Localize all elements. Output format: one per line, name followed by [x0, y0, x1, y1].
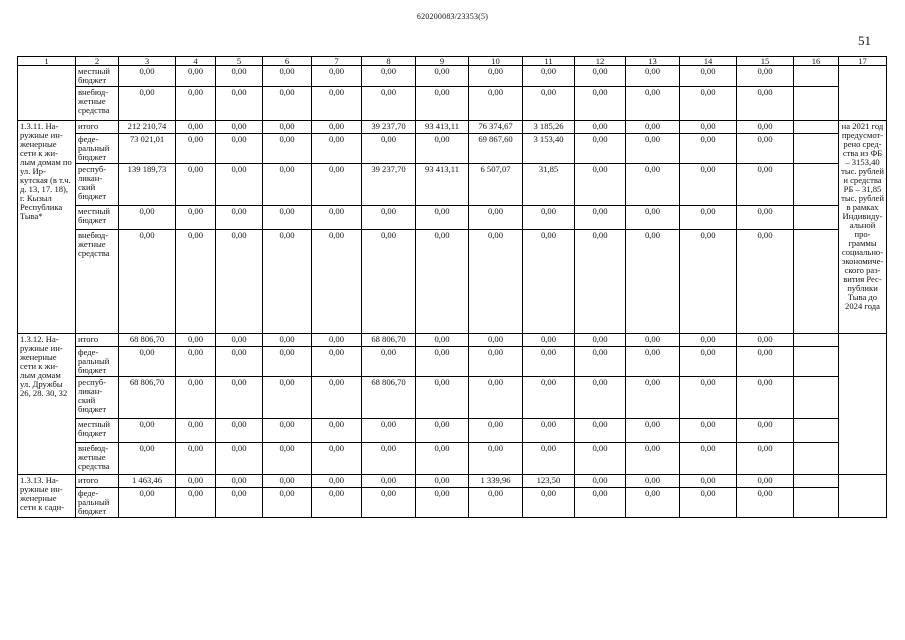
- value-cell: 0,00: [680, 488, 737, 518]
- value-cell: 0,00: [737, 377, 794, 419]
- value-cell: 0,00: [216, 134, 263, 164]
- page-number: 51: [858, 33, 871, 48]
- value-cell: 0,00: [626, 419, 680, 443]
- value-cell: 31,85: [523, 164, 575, 206]
- value-cell: 0,00: [523, 419, 575, 443]
- value-cell: 0,00: [575, 121, 626, 134]
- column-number: 17: [839, 57, 887, 66]
- value-cell: 0,00: [523, 443, 575, 475]
- value-cell: 0,00: [737, 164, 794, 206]
- empty-cell-16: [794, 475, 839, 488]
- value-cell: 0,00: [362, 66, 416, 87]
- value-cell: 0,00: [626, 87, 680, 121]
- column-number: 8: [362, 57, 416, 66]
- note-cell: [839, 66, 887, 121]
- value-cell: 0,00: [680, 87, 737, 121]
- note-cell: [839, 475, 887, 518]
- value-cell: 0,00: [680, 347, 737, 377]
- value-cell: 123,50: [523, 475, 575, 488]
- value-cell: 0,00: [737, 475, 794, 488]
- value-cell: 0,00: [362, 206, 416, 230]
- column-number: 10: [469, 57, 523, 66]
- value-cell: 68 806,70: [362, 377, 416, 419]
- value-cell: 0,00: [737, 66, 794, 87]
- value-cell: 0,00: [680, 164, 737, 206]
- value-cell: 0,00: [263, 488, 312, 518]
- value-cell: 0,00: [312, 334, 362, 347]
- value-cell: 0,00: [737, 206, 794, 230]
- value-cell: 0,00: [737, 488, 794, 518]
- value-cell: 0,00: [737, 87, 794, 121]
- empty-cell-16: [794, 134, 839, 164]
- column-number: 11: [523, 57, 575, 66]
- value-cell: 0,00: [176, 230, 216, 334]
- object-name-cell: 1.3.11. На-ружные ин-женерные сети к жи-лым домам по ул. Ир-кутская (в т.ч. д. 13, 17. 18), г. Кызыл Республика Тыва*: [18, 121, 76, 334]
- value-cell: 0,00: [263, 87, 312, 121]
- table-row: [18, 347, 887, 377]
- value-cell: 0,00: [626, 121, 680, 134]
- value-cell: 0,00: [362, 488, 416, 518]
- value-cell: 0,00: [626, 230, 680, 334]
- value-cell: 0,00: [263, 347, 312, 377]
- value-cell: 0,00: [216, 164, 263, 206]
- value-cell: 0,00: [416, 488, 469, 518]
- value-cell: 0,00: [263, 121, 312, 134]
- note-cell: на 2021 год предусмот-рено сред-ства из ФБ – 3153,40 тыс. рублей и средства РБ – 31,85 тыс. рублей в рамках Индивиду-альной про-граммы социально-экономиче-ского раз-вития Рес-публики Тыва до 2024 года: [839, 121, 887, 334]
- value-cell: 0,00: [575, 334, 626, 347]
- value-cell: 0,00: [263, 134, 312, 164]
- value-cell: 0,00: [176, 164, 216, 206]
- value-cell: 0,00: [680, 334, 737, 347]
- column-number: 3: [119, 57, 176, 66]
- funding-source-cell: местный бюджет: [76, 66, 119, 87]
- value-cell: 0,00: [575, 206, 626, 230]
- value-cell: 0,00: [312, 475, 362, 488]
- value-cell: 0,00: [626, 488, 680, 518]
- document-id: 620200083/23353(5): [416, 12, 489, 21]
- empty-cell-16: [794, 164, 839, 206]
- empty-cell-16: [794, 443, 839, 475]
- value-cell: 0,00: [680, 66, 737, 87]
- table-row: [18, 230, 887, 334]
- value-cell: 69 867,60: [469, 134, 523, 164]
- value-cell: 0,00: [362, 419, 416, 443]
- value-cell: 0,00: [263, 66, 312, 87]
- value-cell: 0,00: [362, 475, 416, 488]
- funding-source-cell: местный бюджет: [76, 419, 119, 443]
- value-cell: 0,00: [680, 121, 737, 134]
- value-cell: 0,00: [575, 347, 626, 377]
- value-cell: 0,00: [626, 134, 680, 164]
- value-cell: 0,00: [523, 230, 575, 334]
- value-cell: 0,00: [119, 230, 176, 334]
- funding-source-cell: феде-ральный бюджет: [76, 488, 119, 518]
- value-cell: 0,00: [416, 334, 469, 347]
- empty-cell-16: [794, 488, 839, 518]
- column-number: 9: [416, 57, 469, 66]
- value-cell: 0,00: [362, 347, 416, 377]
- value-cell: 0,00: [523, 334, 575, 347]
- value-cell: 0,00: [680, 443, 737, 475]
- value-cell: 0,00: [119, 66, 176, 87]
- value-cell: 0,00: [176, 206, 216, 230]
- empty-cell-16: [794, 377, 839, 419]
- value-cell: 0,00: [263, 419, 312, 443]
- value-cell: 0,00: [312, 230, 362, 334]
- value-cell: 0,00: [216, 347, 263, 377]
- value-cell: 0,00: [312, 377, 362, 419]
- empty-cell-16: [794, 206, 839, 230]
- column-number: 16: [794, 57, 839, 66]
- value-cell: 0,00: [176, 121, 216, 134]
- value-cell: 0,00: [263, 475, 312, 488]
- value-cell: 0,00: [523, 377, 575, 419]
- value-cell: 0,00: [362, 87, 416, 121]
- budget-table: [17, 56, 887, 518]
- value-cell: 0,00: [680, 230, 737, 334]
- table-row: [18, 475, 887, 488]
- value-cell: 76 374,67: [469, 121, 523, 134]
- value-cell: 0,00: [176, 475, 216, 488]
- value-cell: 0,00: [119, 419, 176, 443]
- value-cell: 0,00: [626, 66, 680, 87]
- column-number: 15: [737, 57, 794, 66]
- column-number: 12: [575, 57, 626, 66]
- value-cell: 0,00: [469, 334, 523, 347]
- value-cell: 0,00: [216, 475, 263, 488]
- value-cell: 0,00: [263, 334, 312, 347]
- value-cell: 0,00: [737, 121, 794, 134]
- column-number-row: [18, 57, 887, 66]
- value-cell: 0,00: [416, 206, 469, 230]
- column-number: 1: [18, 57, 76, 66]
- value-cell: 1 463,46: [119, 475, 176, 488]
- value-cell: 0,00: [680, 206, 737, 230]
- column-number: 6: [263, 57, 312, 66]
- value-cell: 0,00: [575, 134, 626, 164]
- value-cell: 0,00: [523, 87, 575, 121]
- value-cell: 0,00: [312, 347, 362, 377]
- value-cell: 212 210,74: [119, 121, 176, 134]
- value-cell: 0,00: [680, 475, 737, 488]
- funding-source-cell: итого: [76, 475, 119, 488]
- value-cell: 0,00: [523, 206, 575, 230]
- table-row: [18, 121, 887, 134]
- table-row: [18, 206, 887, 230]
- value-cell: 0,00: [575, 164, 626, 206]
- value-cell: 0,00: [626, 347, 680, 377]
- value-cell: 0,00: [469, 206, 523, 230]
- value-cell: 0,00: [119, 347, 176, 377]
- empty-cell-16: [794, 419, 839, 443]
- object-name-cell: 1.3.13. На-ружные ин-женерные сети к сади-: [18, 475, 76, 518]
- table-row: [18, 443, 887, 475]
- value-cell: 68 806,70: [119, 377, 176, 419]
- value-cell: 0,00: [263, 206, 312, 230]
- value-cell: 0,00: [119, 206, 176, 230]
- value-cell: 0,00: [575, 377, 626, 419]
- value-cell: 0,00: [416, 443, 469, 475]
- funding-source-cell: внебюд-жетные средства: [76, 230, 119, 334]
- table-row: [18, 87, 887, 121]
- value-cell: 0,00: [523, 66, 575, 87]
- table-row: [18, 419, 887, 443]
- value-cell: 0,00: [416, 475, 469, 488]
- column-number: 14: [680, 57, 737, 66]
- table-row: [18, 66, 887, 87]
- value-cell: 73 021,01: [119, 134, 176, 164]
- table-row: [18, 488, 887, 518]
- value-cell: 0,00: [176, 443, 216, 475]
- value-cell: 0,00: [216, 87, 263, 121]
- value-cell: 0,00: [216, 230, 263, 334]
- value-cell: 0,00: [737, 230, 794, 334]
- value-cell: 0,00: [680, 377, 737, 419]
- funding-source-cell: феде-ральный бюджет: [76, 134, 119, 164]
- value-cell: 68 806,70: [362, 334, 416, 347]
- value-cell: 0,00: [312, 164, 362, 206]
- carryover-object-cell: [18, 66, 76, 121]
- note-cell: [839, 334, 887, 475]
- value-cell: 0,00: [575, 66, 626, 87]
- value-cell: 0,00: [469, 347, 523, 377]
- value-cell: 0,00: [312, 419, 362, 443]
- value-cell: 0,00: [469, 443, 523, 475]
- value-cell: 0,00: [626, 443, 680, 475]
- value-cell: 0,00: [416, 87, 469, 121]
- funding-source-cell: респуб-ликан-ский бюджет: [76, 377, 119, 419]
- value-cell: 0,00: [176, 347, 216, 377]
- value-cell: 0,00: [680, 419, 737, 443]
- value-cell: 0,00: [176, 87, 216, 121]
- column-number: 2: [76, 57, 119, 66]
- value-cell: 0,00: [737, 134, 794, 164]
- value-cell: 0,00: [626, 164, 680, 206]
- value-cell: 0,00: [216, 419, 263, 443]
- empty-cell-16: [794, 121, 839, 134]
- empty-cell-16: [794, 230, 839, 334]
- value-cell: 0,00: [312, 443, 362, 475]
- table-row: [18, 334, 887, 347]
- value-cell: 0,00: [575, 87, 626, 121]
- value-cell: 0,00: [312, 488, 362, 518]
- value-cell: 68 806,70: [119, 334, 176, 347]
- value-cell: 0,00: [416, 66, 469, 87]
- value-cell: 0,00: [362, 134, 416, 164]
- column-number: 13: [626, 57, 680, 66]
- value-cell: 0,00: [176, 377, 216, 419]
- empty-cell-16: [794, 347, 839, 377]
- value-cell: 0,00: [575, 230, 626, 334]
- value-cell: 0,00: [216, 377, 263, 419]
- value-cell: 0,00: [176, 488, 216, 518]
- value-cell: 0,00: [680, 134, 737, 164]
- value-cell: 0,00: [263, 443, 312, 475]
- value-cell: 0,00: [626, 475, 680, 488]
- value-cell: 0,00: [216, 206, 263, 230]
- funding-source-cell: местный бюджет: [76, 206, 119, 230]
- value-cell: 0,00: [416, 230, 469, 334]
- value-cell: 139 189,73: [119, 164, 176, 206]
- value-cell: 0,00: [312, 121, 362, 134]
- funding-source-cell: респуб-ликан-ский бюджет: [76, 164, 119, 206]
- value-cell: 0,00: [216, 334, 263, 347]
- value-cell: 0,00: [362, 443, 416, 475]
- value-cell: 0,00: [469, 419, 523, 443]
- value-cell: 0,00: [737, 419, 794, 443]
- value-cell: 0,00: [523, 488, 575, 518]
- value-cell: 0,00: [216, 443, 263, 475]
- value-cell: 0,00: [216, 66, 263, 87]
- value-cell: 0,00: [575, 475, 626, 488]
- value-cell: 0,00: [176, 419, 216, 443]
- value-cell: 0,00: [523, 347, 575, 377]
- value-cell: 0,00: [737, 347, 794, 377]
- value-cell: 0,00: [216, 121, 263, 134]
- value-cell: 0,00: [575, 443, 626, 475]
- value-cell: 0,00: [312, 134, 362, 164]
- value-cell: 0,00: [469, 488, 523, 518]
- value-cell: 0,00: [263, 377, 312, 419]
- value-cell: 0,00: [312, 87, 362, 121]
- funding-source-cell: внебюд-жетные средства: [76, 443, 119, 475]
- funding-source-cell: итого: [76, 121, 119, 134]
- value-cell: 0,00: [176, 134, 216, 164]
- value-cell: 0,00: [626, 377, 680, 419]
- value-cell: 0,00: [626, 334, 680, 347]
- column-number: 5: [216, 57, 263, 66]
- column-number: 7: [312, 57, 362, 66]
- value-cell: 0,00: [469, 377, 523, 419]
- value-cell: 0,00: [737, 334, 794, 347]
- value-cell: 0,00: [416, 347, 469, 377]
- value-cell: 0,00: [626, 206, 680, 230]
- value-cell: 0,00: [119, 87, 176, 121]
- value-cell: 0,00: [737, 443, 794, 475]
- value-cell: 93 413,11: [416, 121, 469, 134]
- value-cell: 1 339,96: [469, 475, 523, 488]
- value-cell: 0,00: [416, 134, 469, 164]
- value-cell: 93 413,11: [416, 164, 469, 206]
- funding-source-cell: феде-ральный бюджет: [76, 347, 119, 377]
- value-cell: 0,00: [416, 377, 469, 419]
- value-cell: 0,00: [575, 488, 626, 518]
- funding-source-cell: итого: [76, 334, 119, 347]
- column-number: 4: [176, 57, 216, 66]
- value-cell: 0,00: [119, 443, 176, 475]
- empty-cell-16: [794, 66, 839, 87]
- empty-cell-16: [794, 87, 839, 121]
- value-cell: 0,00: [469, 66, 523, 87]
- value-cell: 0,00: [216, 488, 263, 518]
- table-row: [18, 164, 887, 206]
- value-cell: 0,00: [416, 419, 469, 443]
- empty-cell-16: [794, 334, 839, 347]
- value-cell: 0,00: [469, 87, 523, 121]
- object-name-cell: 1.3.12. На-ружные ин-женерные сети к жи-лым домам ул. Дружбы 26, 28. 30, 32: [18, 334, 76, 475]
- value-cell: 0,00: [312, 206, 362, 230]
- value-cell: 0,00: [575, 419, 626, 443]
- value-cell: 0,00: [312, 66, 362, 87]
- value-cell: 3 185,26: [523, 121, 575, 134]
- value-cell: 3 153,40: [523, 134, 575, 164]
- value-cell: 0,00: [362, 230, 416, 334]
- value-cell: 6 507,07: [469, 164, 523, 206]
- value-cell: 0,00: [119, 488, 176, 518]
- value-cell: 0,00: [263, 230, 312, 334]
- value-cell: 0,00: [263, 164, 312, 206]
- value-cell: 0,00: [176, 334, 216, 347]
- value-cell: 0,00: [469, 230, 523, 334]
- value-cell: 39 237,70: [362, 164, 416, 206]
- table-row: [18, 377, 887, 419]
- value-cell: 0,00: [176, 66, 216, 87]
- funding-source-cell: внебюд-жетные средства: [76, 87, 119, 121]
- value-cell: 39 237,70: [362, 121, 416, 134]
- table-row: [18, 134, 887, 164]
